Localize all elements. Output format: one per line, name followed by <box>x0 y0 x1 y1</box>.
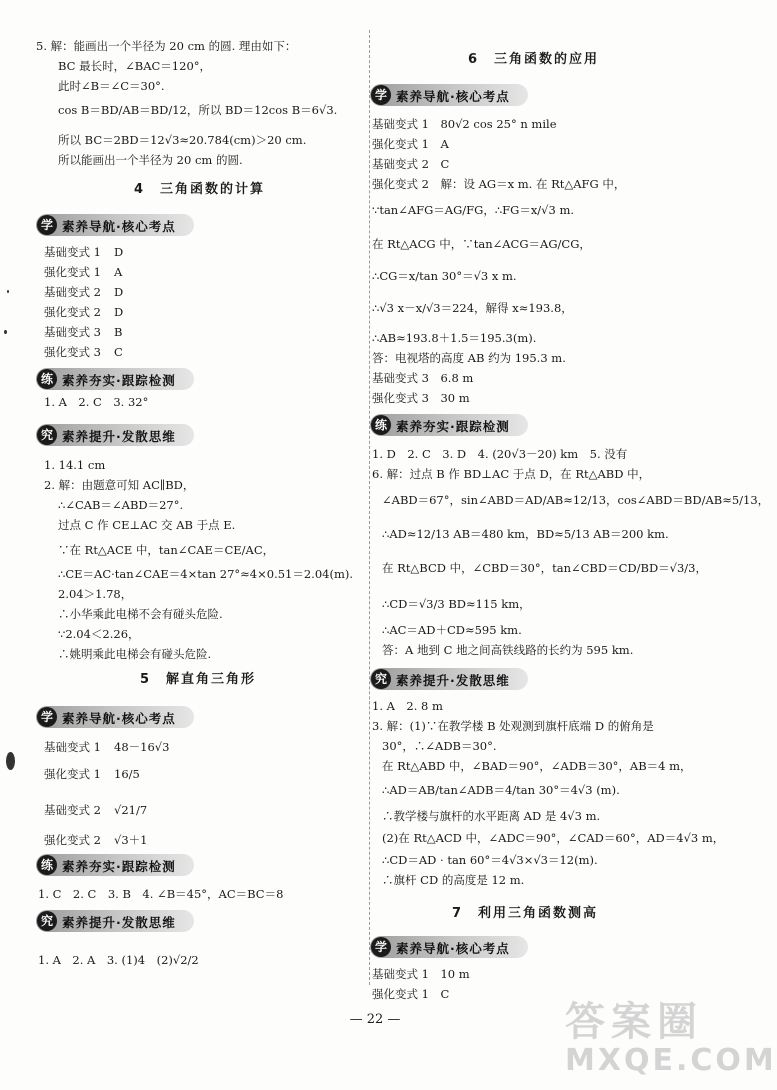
variant-answer: 48－16√3 <box>114 740 170 754</box>
section-title: 4 三角函数的计算 <box>134 182 266 197</box>
text-line: (2)在 Rt△ACD 中，∠ADC＝90°，∠CAD＝60°，AD＝4√3 m， <box>382 831 725 845</box>
text-line: ∵tan∠AFG＝AG/FG，∴FG＝x/√3 m. <box>372 203 575 217</box>
text-line: 过点 C 作 CE⊥AC 交 AB 于点 E. <box>58 518 236 532</box>
column-divider <box>369 30 370 985</box>
variant-label: 基础变式 1 <box>44 245 101 259</box>
banner-badge: 学 <box>371 85 391 105</box>
variant-answer: A <box>114 265 123 279</box>
text-line: ∴CE＝AC·tan∠CAE＝4×tan 27°≈4×0.51＝2.04(m). <box>58 567 353 581</box>
text-line: ∴姚明乘此电梯会有碰头危险. <box>58 647 212 661</box>
section-banner <box>36 424 194 446</box>
variant-label: 强化变式 2 <box>44 305 101 319</box>
text-line: 2. 解：由题意可知 AC∥BD， <box>44 478 195 492</box>
text-line: 基础变式 3 6.8 m <box>372 371 474 385</box>
section-banner <box>370 414 528 436</box>
text-line: 强化变式 1 A <box>372 137 449 151</box>
text-line: 1. D 2. C 3. D 4. (20√3－20) km 5. 没有 <box>372 447 628 461</box>
section-banner <box>36 368 194 390</box>
variant-answer: √21/7 <box>114 803 148 817</box>
text-line: 1. A 2. A 3. (1)4 (2)√2/2 <box>38 953 199 967</box>
variant-answer: B <box>114 325 123 339</box>
text-line: 基础变式 2 C <box>372 157 450 171</box>
section-title: 6 三角函数的应用 <box>468 52 600 67</box>
banner-badge: 学 <box>371 937 391 957</box>
text-line: BC 最长时，∠BAC＝120°， <box>58 59 212 73</box>
text-line: 1. A 2. 8 m <box>372 699 443 713</box>
text-line: ∴旗杆 CD 的高度是 12 m. <box>382 873 525 887</box>
banner-label: 素养提升·发散思维 <box>62 429 176 444</box>
text-line: 答：电视塔的高度 AB 约为 195.3 m. <box>372 351 566 365</box>
banner-label: 素养导航·核心考点 <box>396 89 510 104</box>
banner-badge: 究 <box>37 911 57 931</box>
banner-badge: 究 <box>371 669 391 689</box>
text-line: ∴∠CAB＝∠ABD＝27°. <box>58 498 184 512</box>
text-line: 此时∠B＝∠C＝30°. <box>58 79 165 93</box>
variant-label: 强化变式 1 <box>44 767 101 781</box>
watermark-line1: 答案圈 <box>565 999 703 1045</box>
text-line: ∴AD＝AB/tan∠ADB＝4/tan 30°＝4√3 (m). <box>382 783 620 797</box>
section-banner <box>370 936 528 958</box>
section-banner <box>370 668 528 690</box>
watermark-line2: MXQE.COM <box>565 1043 777 1078</box>
variant-label: 强化变式 1 <box>44 265 101 279</box>
variant-answer: D <box>114 305 124 319</box>
variant-label: 基础变式 2 <box>44 803 101 817</box>
ink-dot <box>4 330 7 334</box>
text-line: ∴CD＝AD · tan 60°＝4√3×√3＝12(m). <box>382 853 598 867</box>
watermark <box>565 1000 777 1078</box>
text-line: ∠ABD＝67°，sin∠ABD＝AD/AB≈12/13，cos∠ABD＝BD/AB≈5/13， <box>382 493 770 507</box>
variant-label: 基础变式 2 <box>44 285 101 299</box>
text-line: ∴AB≈193.8＋1.5＝195.3(m). <box>372 331 537 345</box>
text-line: 基础变式 1 80√2 cos 25° n mile <box>372 117 557 131</box>
text-line: 1. C 2. C 3. B 4. ∠B＝45°，AC＝BC＝8 <box>38 887 284 901</box>
text-line: 强化变式 3 30 m <box>372 391 470 405</box>
text-line: 所以能画出一个半径为 20 cm 的圆. <box>58 153 243 167</box>
section-banner <box>36 214 194 236</box>
banner-label: 素养夯实·跟踪检测 <box>396 419 510 434</box>
text-line: ∴√3 x－x/√3＝224，解得 x≈193.8， <box>372 301 573 315</box>
banner-badge: 练 <box>37 369 57 389</box>
text-line: 在 Rt△ABD 中，∠BAD＝90°，∠ADB＝30°，AB＝4 m， <box>382 759 692 773</box>
banner-badge: 究 <box>37 425 57 445</box>
banner-badge: 练 <box>371 415 391 435</box>
text-line: 3. 解：(1)∵在教学楼 B 处观测到旗杆底端 D 的俯角是 <box>372 719 654 733</box>
text-line: ∴AC＝AD＋CD≈595 km. <box>382 623 522 637</box>
banner-badge: 学 <box>37 707 57 727</box>
banner-label: 素养导航·核心考点 <box>396 941 510 956</box>
banner-label: 素养导航·核心考点 <box>62 711 176 726</box>
variant-answer: √3＋1 <box>114 833 148 847</box>
section-banner <box>36 854 194 876</box>
banner-label: 素养导航·核心考点 <box>62 219 176 234</box>
variant-answer: 16/5 <box>114 767 140 781</box>
text-line: 5. 解：能画出一个半径为 20 cm 的圆. 理由如下： <box>36 39 297 53</box>
variant-label: 强化变式 3 <box>44 345 101 359</box>
text-line: 强化变式 1 C <box>372 987 450 1001</box>
text-line: 基础变式 1 10 m <box>372 967 470 981</box>
ink-spot <box>6 752 15 770</box>
text-line: ∴CD＝√3/3 BD≈115 km， <box>382 597 531 611</box>
banner-label: 素养夯实·跟踪检测 <box>62 859 176 874</box>
answers-4-lian: 1. A 2. C 3. 32° <box>44 395 149 409</box>
text-line: 2.04＞1.78， <box>58 587 133 601</box>
banner-label: 素养提升·发散思维 <box>396 673 510 688</box>
banner-label: 素养夯实·跟踪检测 <box>62 373 176 388</box>
text-line: 强化变式 2 解：设 AG＝x m. 在 Rt△AFG 中， <box>372 177 626 191</box>
text-line: 答：A 地到 C 地之间高铁线路的长约为 595 km. <box>382 643 634 657</box>
text-line: ∴CG＝x/tan 30°＝√3 x m. <box>372 269 517 283</box>
text-line: ∴教学楼与旗杆的水平距离 AD 是 4√3 m. <box>382 809 601 823</box>
section-banner <box>36 706 194 728</box>
variant-label: 强化变式 2 <box>44 833 101 847</box>
variant-label: 基础变式 3 <box>44 325 101 339</box>
variant-answer: C <box>114 345 123 359</box>
text-line: ∵在 Rt△ACE 中，tan∠CAE＝CE/AC， <box>58 543 275 557</box>
text-line: 1. 14.1 cm <box>44 458 106 472</box>
variant-answer: D <box>114 245 124 259</box>
text-line: ∴小华乘此电梯不会有碰头危险. <box>58 607 223 621</box>
page-number: — 22 — <box>349 1012 401 1027</box>
variant-label: 基础变式 1 <box>44 740 101 754</box>
banner-badge: 练 <box>37 855 57 875</box>
text-line: 在 Rt△BCD 中，∠CBD＝30°，tan∠CBD＝CD/BD＝√3/3， <box>382 561 707 575</box>
variant-answer: D <box>114 285 124 299</box>
text-line: 6. 解：过点 B 作 BD⊥AC 于点 D，在 Rt△ABD 中， <box>372 467 651 481</box>
section-title: 7 利用三角函数测高 <box>452 906 599 921</box>
text-line: ∵2.04＜2.26， <box>58 627 140 641</box>
section-banner <box>370 84 528 106</box>
text-line: 所以 BC＝2BD＝12√3≈20.784(cm)＞20 cm. <box>58 133 307 147</box>
text-line: cos B＝BD/AB＝BD/12，所以 BD＝12cos B＝6√3. <box>58 103 338 117</box>
text-line: 在 Rt△ACG 中，∵tan∠ACG＝AG/CG， <box>372 237 591 251</box>
text-line: 30°，∴∠ADB＝30°. <box>382 739 497 753</box>
text-line: ∴AD≈12/13 AB＝480 km，BD≈5/13 AB＝200 km. <box>382 527 669 541</box>
section-title: 5 解直角三角形 <box>140 672 257 687</box>
banner-badge: 学 <box>37 215 57 235</box>
ink-dot <box>7 290 9 293</box>
banner-label: 素养提升·发散思维 <box>62 915 176 930</box>
section-banner <box>36 910 194 932</box>
